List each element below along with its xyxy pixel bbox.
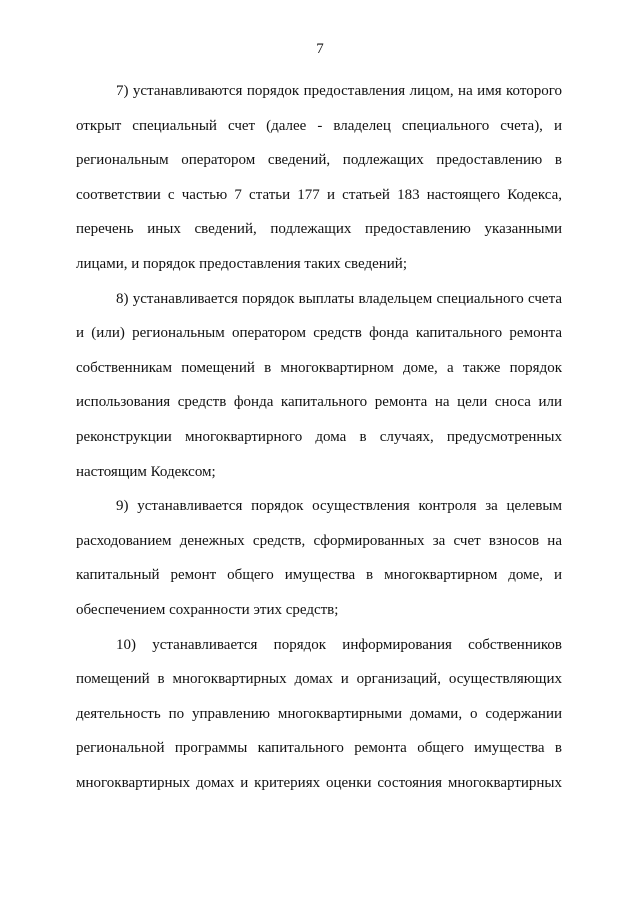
paragraph-item-8: 8) устанавливается порядок выплаты владельцем специального счета и (или) региональным оператором средств фонда капитального ремонта собственникам помещений в многоквартирном доме, а также порядок использования средств фонда капитального ремонта на цели сноса или реконструкции многоквартирного дома в случаях, предусмотренных настоящим Кодексом;: [76, 290, 562, 480]
paragraph-item-9: 9) устанавливается порядок осуществления контроля за целевым расходованием денежных средств, сформированных за счет взносов на капитальный ремонт общего имущества в многоквартирном доме, и обеспечением сохранности этих средств;: [76, 498, 562, 618]
paragraph-item-7: 7) устанавливаются порядок предоставления лицом, на имя которого открыт специальный счет (далее - владелец специального счета), и региональным оператором сведений, подлежащих предоставлению в соответствии с частью 7 статьи 177 и статьей 183 настоящего Кодекса, перечень иных сведений, подлежащих предоставлению указанными лицами, и порядок предоставления таких сведений;: [76, 83, 562, 272]
document-body: [76, 74, 562, 800]
paragraph-item-10: 10) устанавливается порядок информирования собственников помещений в многоквартирных домах и организаций, осуществляющих деятельность по управлению многоквартирными домами, о содержании региональной программы капитального ремонта общего имущества в многоквартирных домах и критериях оценки состояния многоквартирных: [76, 636, 562, 791]
page-number: 7: [316, 41, 324, 57]
